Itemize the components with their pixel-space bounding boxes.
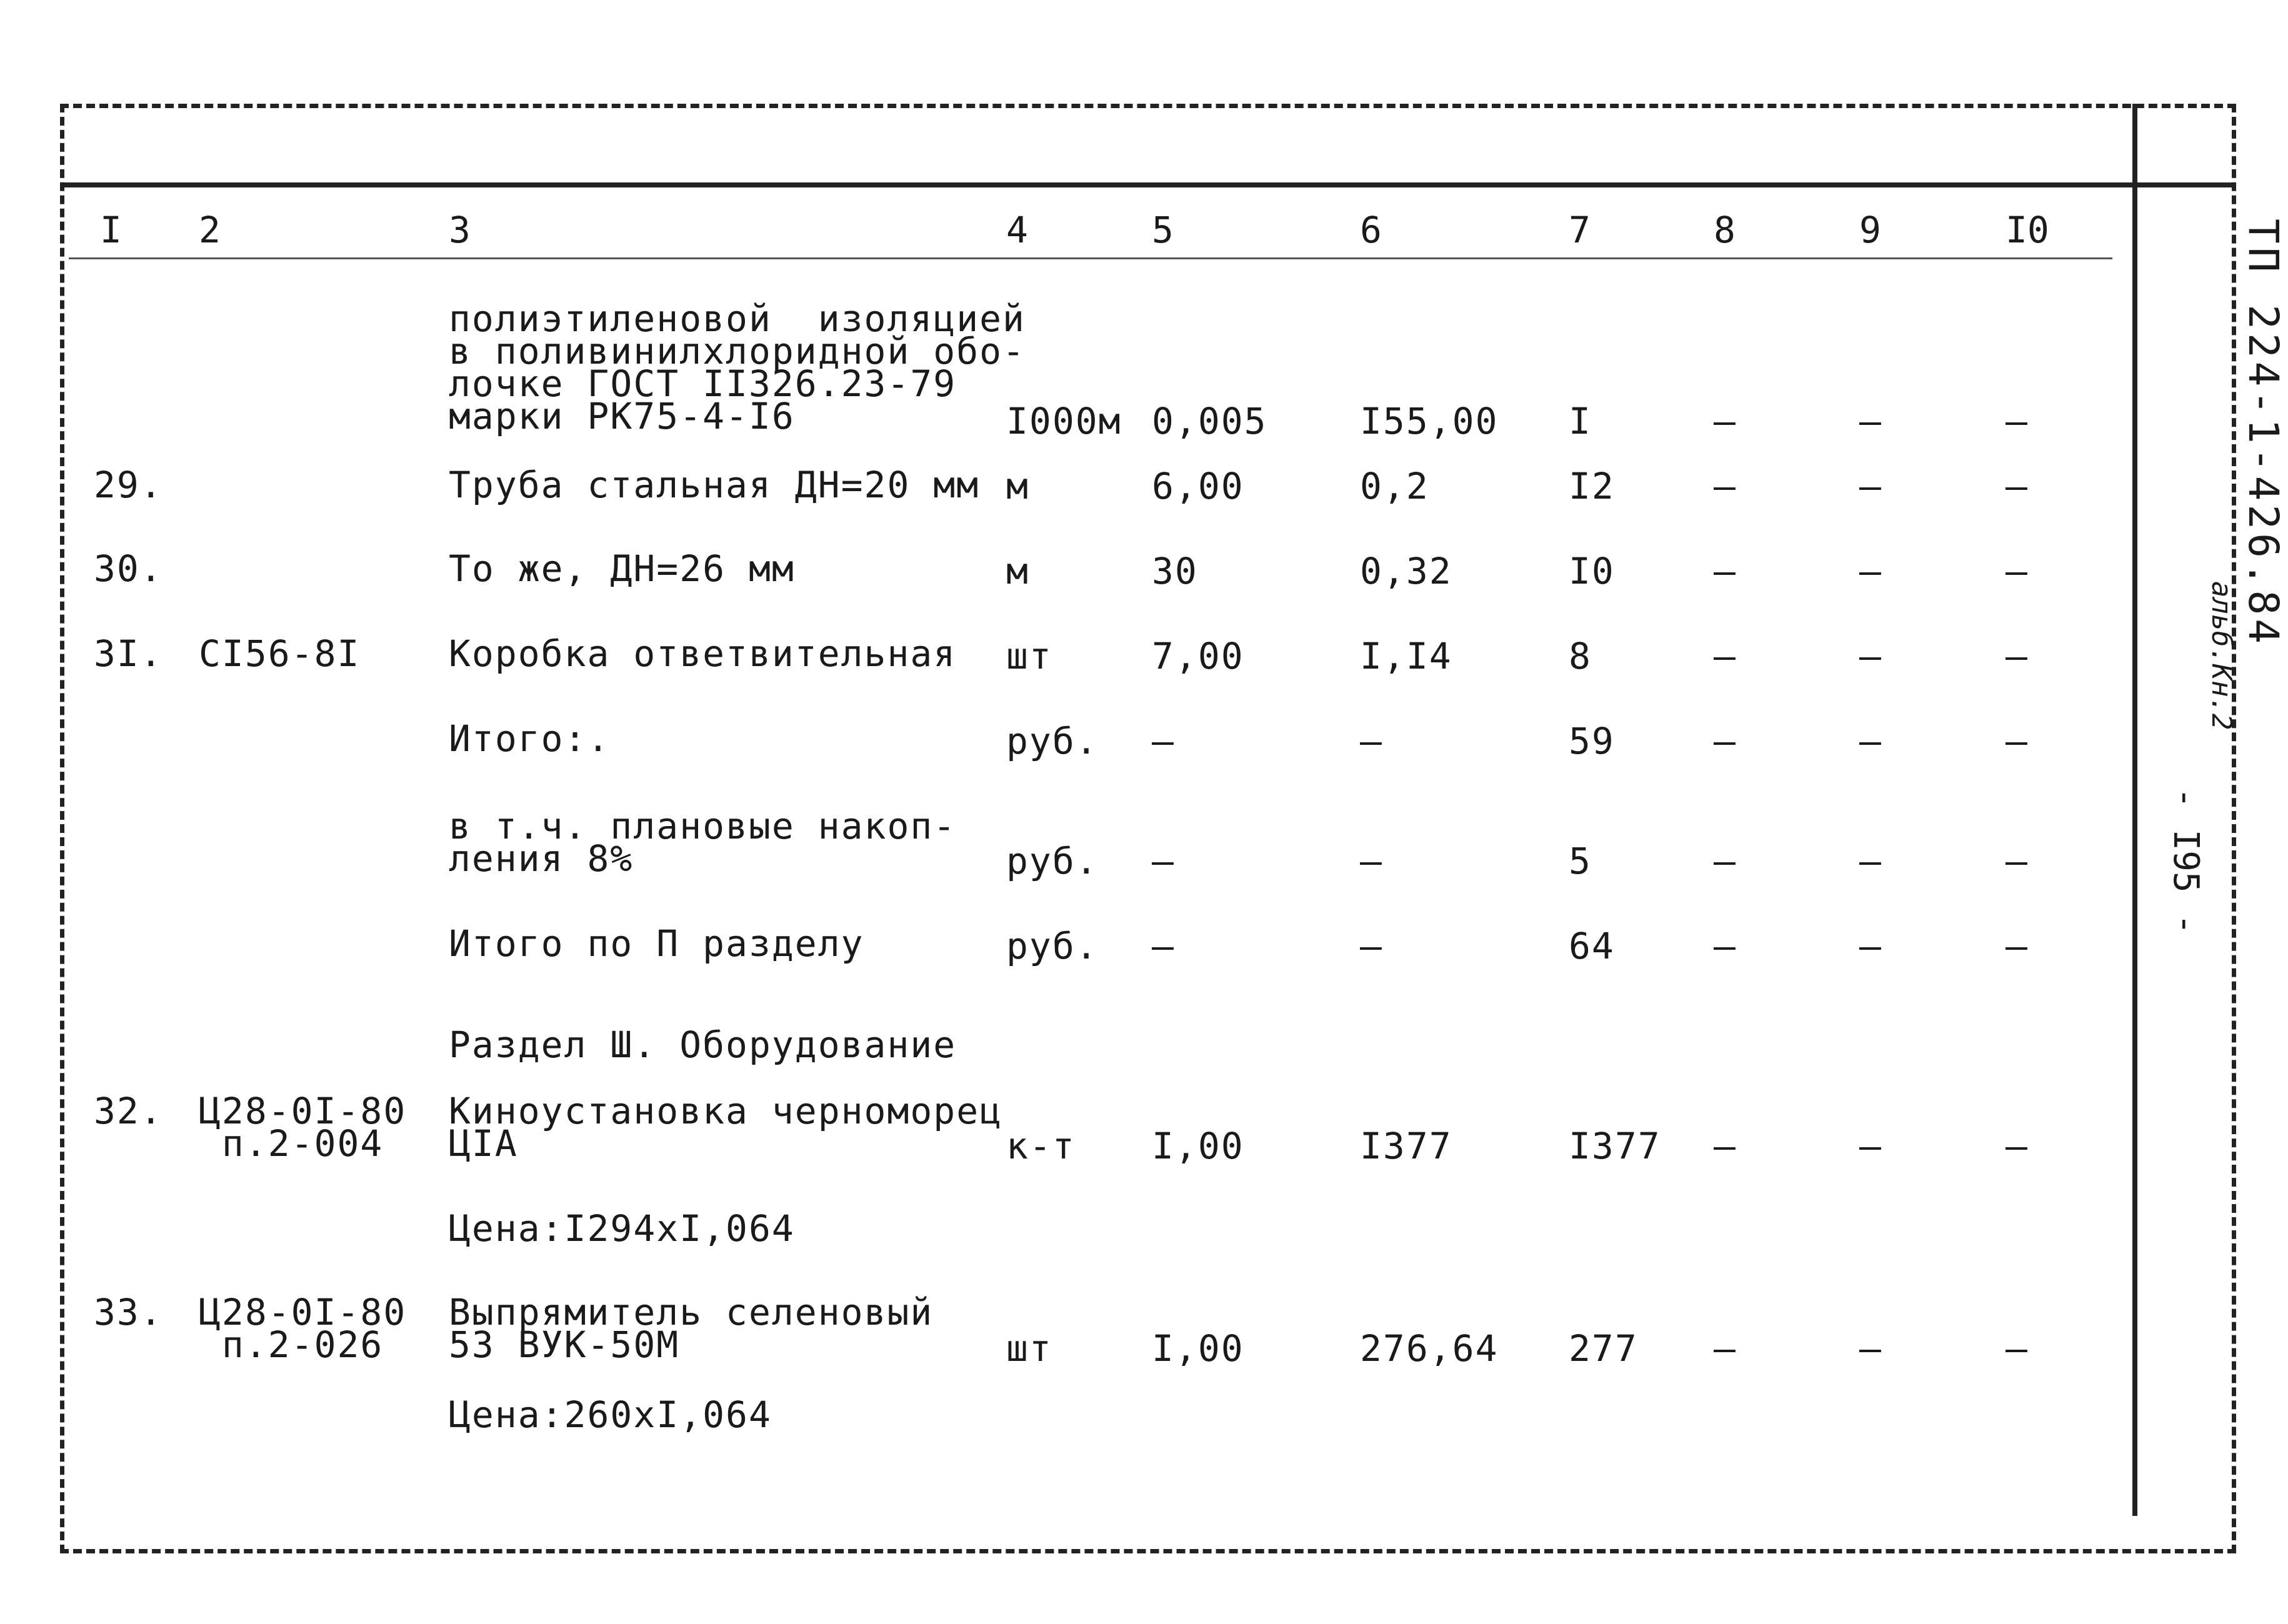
- row-3-c8: –: [1714, 635, 1737, 677]
- row-2-c9: –: [1859, 550, 1882, 592]
- row-0-qty: 0,005: [1152, 400, 1267, 442]
- row-1-qty: 6,00: [1152, 465, 1244, 507]
- row-4-desc: Итого:.: [449, 717, 611, 760]
- row-5-price: –: [1360, 840, 1383, 882]
- row-8-c8: –: [1714, 1125, 1737, 1167]
- row-8-unit: к-т: [1006, 1125, 1076, 1167]
- row-4-price: –: [1360, 720, 1383, 762]
- row-1-total: I2: [1569, 465, 1615, 507]
- row-2-num: 30.: [94, 547, 163, 590]
- row-3-desc: Коробка ответвительная: [449, 632, 957, 675]
- row-10-c10: –: [2006, 1327, 2029, 1370]
- row-5-total: 5: [1569, 840, 1592, 882]
- col-header-9: 9: [1859, 209, 1881, 251]
- row-4-c10: –: [2006, 720, 2029, 762]
- row-10-unit: шт: [1006, 1327, 1052, 1370]
- row-6-desc: Итого по П разделу: [449, 922, 864, 965]
- row-1-price: 0,2: [1360, 465, 1429, 507]
- row-3-unit: шт: [1006, 635, 1052, 677]
- row-0-total: I: [1569, 400, 1592, 442]
- row-0-c10: –: [2006, 400, 2029, 442]
- row-0-price: I55,00: [1360, 400, 1499, 442]
- row-8-qty: I,00: [1152, 1125, 1244, 1167]
- row-1-unit: м: [1006, 465, 1029, 507]
- row-5-unit: руб.: [1006, 840, 1099, 882]
- page-number: - I95 -: [2166, 787, 2206, 935]
- row-2-c10: –: [2006, 550, 2029, 592]
- row-4-unit: руб.: [1006, 720, 1099, 762]
- row-0-c9: –: [1859, 400, 1882, 442]
- col-header-8: 8: [1714, 209, 1736, 251]
- row-11-price-note: Цена:260хI,064: [449, 1393, 772, 1436]
- row-10-qty: I,00: [1152, 1327, 1244, 1370]
- row-1-c10: –: [2006, 465, 2029, 507]
- row-1-c9: –: [1859, 465, 1882, 507]
- row-0-desc: полиэтиленовой изоляцией в поливинилхлоридной обо- лочке ГОСТ II326.23-79 марки РК75-4-I6: [449, 297, 1026, 437]
- row-4-c8: –: [1714, 720, 1737, 762]
- row-8-num: 32.: [94, 1090, 163, 1132]
- row-0-c8: –: [1714, 400, 1737, 442]
- row-5-c9: –: [1859, 840, 1882, 882]
- row-10-desc: Выпрямитель селеновый 53 ВУК-50М: [449, 1291, 934, 1366]
- row-3-total: 8: [1569, 635, 1592, 677]
- row-6-qty: –: [1152, 925, 1175, 967]
- row-6-total: 64: [1569, 925, 1615, 967]
- row-6-price: –: [1360, 925, 1383, 967]
- album-note: альб.Кн.2: [2206, 581, 2237, 730]
- row-5-c8: –: [1714, 840, 1737, 882]
- row-2-desc: То же, ДН=26 мм: [449, 547, 795, 590]
- col-header-7: 7: [1569, 209, 1591, 251]
- row-6-c8: –: [1714, 925, 1737, 967]
- row-3-num: 3I.: [94, 632, 163, 675]
- row-8-price: I377: [1360, 1125, 1452, 1167]
- row-6-unit: руб.: [1006, 925, 1099, 967]
- col-header-10: I0: [2006, 209, 2049, 251]
- row-10-c9: –: [1859, 1327, 1882, 1370]
- col-header-1: I: [100, 209, 122, 251]
- row-5-c10: –: [2006, 840, 2029, 882]
- row-6-c10: –: [2006, 925, 2029, 967]
- row-4-c9: –: [1859, 720, 1882, 762]
- col-header-3: 3: [449, 209, 471, 251]
- row-8-total: I377: [1569, 1125, 1661, 1167]
- row-2-c8: –: [1714, 550, 1737, 592]
- col-header-5: 5: [1152, 209, 1174, 251]
- row-3-price: I,I4: [1360, 635, 1452, 677]
- row-2-total: I0: [1569, 550, 1615, 592]
- header-separator: [60, 182, 2232, 187]
- row-8-code: Ц28-0I-80 п.2-004: [199, 1090, 407, 1165]
- row-3-qty: 7,00: [1152, 635, 1244, 677]
- row-2-price: 0,32: [1360, 550, 1452, 592]
- document-code: ТП 224-1-426.84: [2239, 219, 2287, 648]
- row-10-num: 33.: [94, 1291, 163, 1333]
- col-header-4: 4: [1006, 209, 1028, 251]
- row-4-total: 59: [1569, 720, 1615, 762]
- row-10-price: 276,64: [1360, 1327, 1499, 1370]
- row-3-c10: –: [2006, 635, 2029, 677]
- row-8-c9: –: [1859, 1125, 1882, 1167]
- row-3-code: CI56-8I: [199, 632, 361, 675]
- row-9-price-note: Цена:I294хI,064: [449, 1207, 795, 1250]
- row-6-c9: –: [1859, 925, 1882, 967]
- row-1-desc: Труба стальная ДН=20 мм: [449, 464, 980, 506]
- right-margin-bar: [2132, 104, 2137, 1516]
- row-5-qty: –: [1152, 840, 1175, 882]
- row-2-unit: м: [1006, 550, 1029, 592]
- row-4-qty: –: [1152, 720, 1175, 762]
- col-header-6: 6: [1360, 209, 1382, 251]
- row-8-desc: Киноустановка черноморец ЦIА: [449, 1090, 1003, 1165]
- row-3-c9: –: [1859, 635, 1882, 677]
- row-0-unit: I000м: [1006, 400, 1122, 442]
- row-10-c8: –: [1714, 1327, 1737, 1370]
- column-header-rule: [69, 257, 2112, 259]
- section-3-title: Раздел Ш. Оборудование: [449, 1024, 957, 1066]
- row-10-total: 277: [1569, 1327, 1638, 1370]
- col-header-2: 2: [199, 209, 221, 251]
- row-5-desc: в т.ч. плановые накоп- ления 8%: [449, 805, 957, 880]
- row-10-code: Ц28-0I-80 п.2-026: [199, 1291, 407, 1366]
- row-1-num: 29.: [94, 464, 163, 506]
- row-2-qty: 30: [1152, 550, 1198, 592]
- row-8-c10: –: [2006, 1125, 2029, 1167]
- row-1-c8: –: [1714, 465, 1737, 507]
